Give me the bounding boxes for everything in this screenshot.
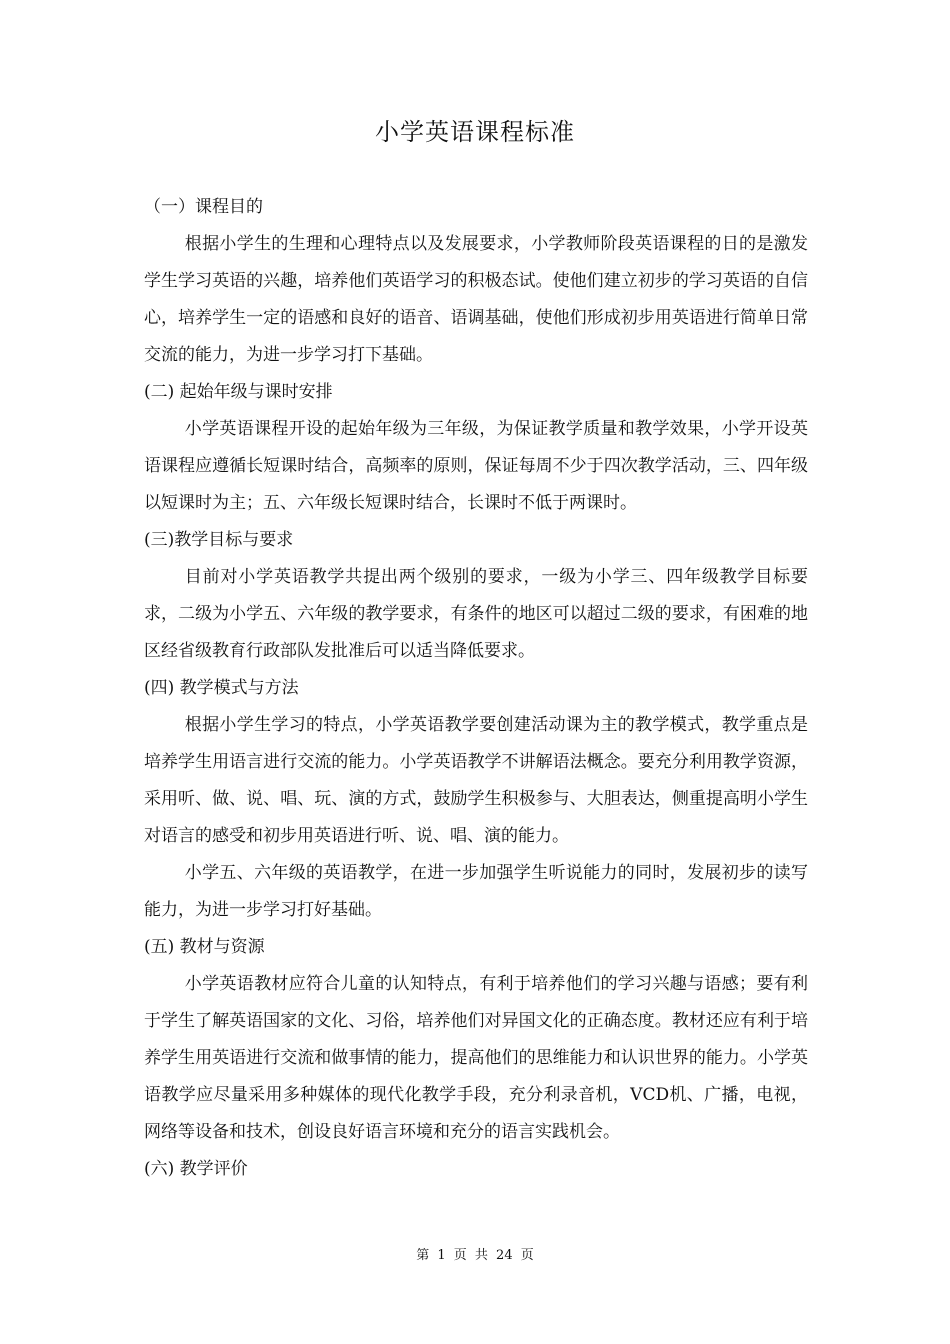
section-heading-2: (二) 起始年级与课时安排 (144, 382, 333, 402)
section-heading-3: (三)教学目标与要求 (144, 530, 294, 550)
section-2-paragraph-1: 小学英语课程开设的起始年级为三年级，为保证教学质量和教学效果，小学开设英语课程应遵循长短课时结合，高频率的原则，保证每周不少于四次教学活动，三、四年级以短课时为主；五、六年级长短课时结合，长课时不低于两课时。 (144, 419, 808, 513)
section-3-paragraph-1: 目前对小学英语教学共提出两个级别的要求，一级为小学三、四年级教学目标要求，二级为小学五、六年级的教学要求，有条件的地区可以超过二级的要求，有困难的地区经省级教育行政部队发批准后可以适当降低要求。 (144, 567, 808, 661)
section-heading-5: (五) 教材与资源 (144, 937, 265, 957)
document-title: 小学英语课程标准 (375, 118, 575, 146)
section-5-paragraph-1: 小学英语教材应符合儿童的认知特点，有利于培养他们的学习兴趣与语感；要有利于学生了解英语国家的文化、习俗，培养他们对异国文化的正确态度。教材还应有利于培养学生用英语进行交流和做事情的能力，提高他们的思维能力和认识世界的能力。小学英语教学应尽量采用多种媒体的现代化教学手段，充分利录音机，VCD机、广播，电视，网络等设备和技术，创设良好语言环境和充分的语言实践机会。 (144, 974, 808, 1142)
document-body (144, 189, 808, 1188)
section-1-paragraph-1: 根据小学生的生理和心理特点以及发展要求，小学教师阶段英语课程的日的是激发学生学习英语的兴趣，培养他们英语学习的积极态试。使他们建立初步的学习英语的自信心，培养学生一定的语感和良好的语音、语调基础，使他们形成初步用英语进行简单日常交流的能力，为进一步学习打下基础。 (144, 234, 808, 365)
page-footer: 第 1 页 共 24 页 (416, 1248, 534, 1263)
section-heading-4: (四) 教学模式与方法 (144, 678, 299, 698)
section-heading-1: （一）课程目的 (144, 197, 263, 217)
section-heading-6: (六) 教学评价 (144, 1159, 248, 1179)
section-4-paragraph-2: 小学五、六年级的英语教学，在进一步加强学生听说能力的同时，发展初步的读写能力，为进一步学习打好基础。 (144, 863, 808, 920)
section-4-paragraph-1: 根据小学生学习的特点，小学英语教学要创建活动课为主的教学模式，教学重点是培养学生用语言进行交流的能力。小学英语教学不讲解语法概念。要充分利用教学资源，采用听、做、说、唱、玩、演的方式，鼓励学生积极参与、大胆表达，侧重提高明小学生对语言的感受和初步用英语进行听、说、唱、演的能力。 (144, 715, 808, 846)
